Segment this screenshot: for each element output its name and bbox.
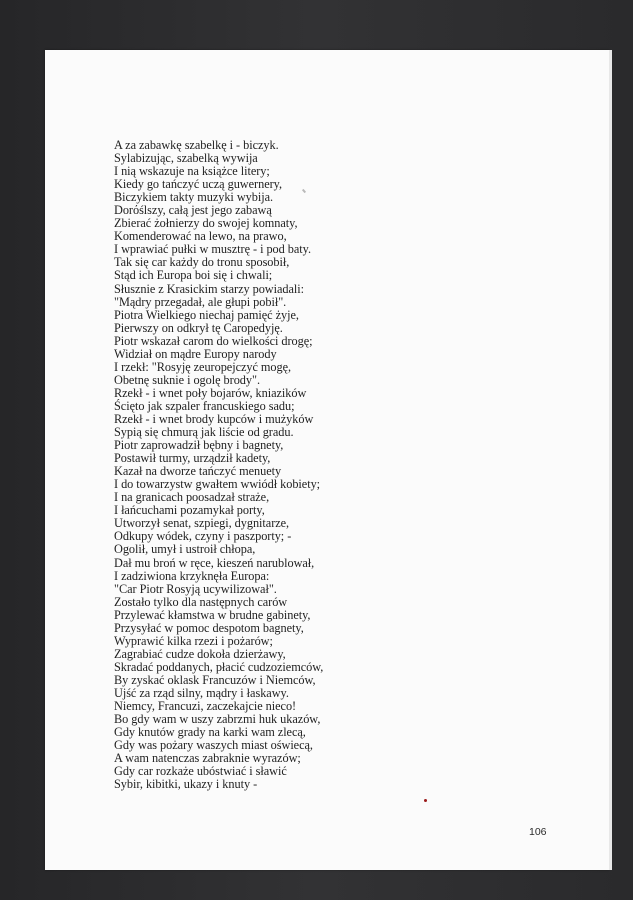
poem-line: Rzekł - i wnet brody kupców i mużyków (114, 411, 314, 426)
poem-line: Piotr zaprowadził bębny i bagnety, (114, 438, 284, 453)
poem-line: Tak się car każdy do tronu sposobił, (114, 255, 290, 270)
poem-line: Postawił turmy, urządził kadety, (114, 451, 271, 466)
poem-line: Wyprawić kilka rzezi i pożarów; (114, 633, 273, 648)
poem-line: A wam natenczas zabraknie wyrazów; (114, 751, 301, 766)
poem-line: Ujść za rząd silny, mądry i łaskawy. (114, 685, 289, 700)
poem-line: Zbierać żołnierzy do swojej komnaty, (114, 216, 298, 231)
poem-line: Gdy was pożary waszych miast oświecą, (114, 738, 313, 753)
poem-line: Przylewać kłamstwa w brudne gabinety, (114, 607, 311, 622)
poem-line: I zadziwiona krzyknęła Europa: (114, 568, 270, 583)
poem-line: Sypią się chmurą jak liście od gradu. (114, 425, 294, 440)
poem-line: Bo gdy wam w uszy zabrzmi huk ukazów, (114, 712, 321, 727)
poem-line: Rzekł - i wnet poły bojarów, kniazików (114, 385, 307, 400)
poem-line: Stąd ich Europa boi się i chwali; (114, 268, 273, 283)
poem-line: "Car Piotr Rosyją ucywilizował". (114, 581, 277, 596)
poem-line: Gdy car rozkaże ubóstwiać i sławić (114, 764, 287, 779)
poem-line: I na granicach poosadzał straże, (114, 490, 270, 505)
poem-line: I wprawiać pułki w musztrę - i pod baty. (114, 242, 311, 257)
poem-line: Kazał na dworze tańczyć menuety (114, 464, 282, 479)
page-number: 106 (529, 826, 547, 838)
poem-line: Biczykiem takty muzyki wybija. (114, 190, 274, 205)
poem-line: Piotra Wielkiego niechaj pamięć żyje, (114, 307, 299, 322)
poem-line: I do towarzystw gwałtem wwiódł kobiety; (114, 477, 321, 492)
poem-line: Utworzył senat, szpiegi, dygnitarze, (114, 516, 290, 531)
poem-line: Słusznie z Krasickim starzy powiadali: (114, 281, 305, 296)
poem-line: Dorόślszy, całą jest jego zabawą (114, 203, 272, 218)
poem-line: "Mądry przegadał, ale głupi pobił". (114, 294, 287, 309)
poem-line: Piotr wskazał carom do wielkości drogę; (114, 333, 313, 348)
poem-line: Ogolił, umył i ustroił chłopa, (114, 542, 256, 557)
poem-line: Zostało tylko dla następnych carów (114, 594, 288, 609)
ink-dot (424, 799, 427, 802)
poem-line: Komenderować na lewo, na prawo, (114, 229, 287, 244)
poem-text (114, 139, 323, 791)
poem-line: I łańcuchami pozamykał porty, (114, 503, 265, 518)
poem-line: Zagrabiać cudze dokoła dzierżawy, (114, 646, 286, 661)
poem-line: Obetnę suknie i ogolę brody". (114, 372, 260, 387)
poem-line: Sybir, kibitki, ukazy i knuty - (114, 777, 258, 792)
poem-line: I rzekł: "Rosyję zeuropejczyć mogę, (114, 359, 292, 374)
poem-line: Skradać poddanych, płacić cudzoziemców, (114, 659, 324, 674)
poem-line: Przysyłać w pomoc despotom bagnety, (114, 620, 304, 635)
poem-line: Odkupy wódek, czyny i paszporty; - (114, 529, 292, 544)
poem-line: Dał mu broń w ręce, kieszeń narublował, (114, 555, 315, 570)
poem-line: By zyskać oklask Francuzów i Niemców, (114, 672, 316, 687)
poem-line: Niemcy, Francuzi, zaczekajcie nieco! (114, 699, 297, 714)
poem-line: A za zabawkę szabelkę i - biczyk. (114, 138, 279, 152)
poem-line: Kiedy go tańczyć uczą guwernery, (114, 177, 282, 192)
poem-line: Ścięto jak szpaler francuskiego sadu; (114, 398, 295, 413)
poem-line: Pierwszy on odkrył tę Caropedyję. (114, 320, 283, 335)
poem-line: I nią wskazuje na książce litery; (114, 164, 270, 179)
page-edge (609, 50, 612, 870)
poem-line: Gdy knutów grady na karki wam zlecą, (114, 725, 306, 740)
poem-line: Sylabizując, szabelką wywija (114, 151, 258, 166)
poem-line: Widział on mądre Europy narody (114, 346, 277, 361)
